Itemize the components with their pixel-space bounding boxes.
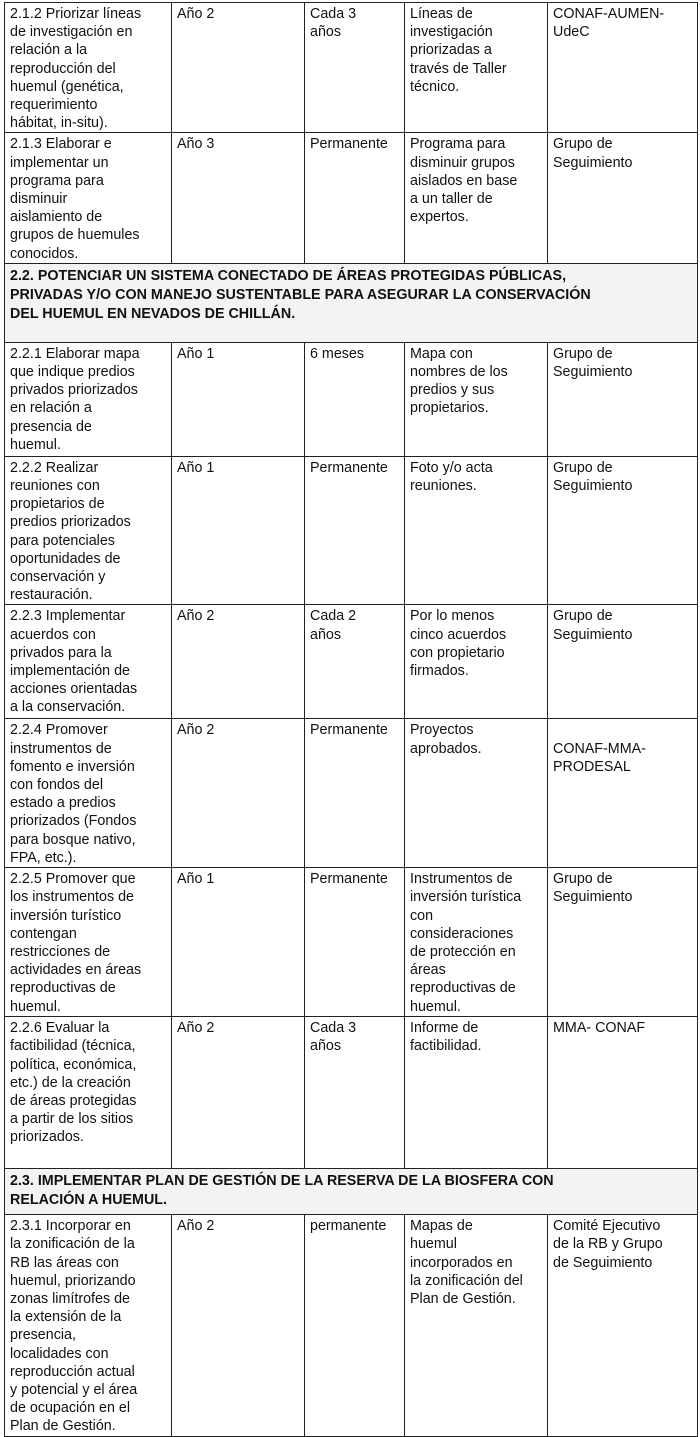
indicator-cell: Foto y/o acta reuniones.	[405, 456, 548, 605]
table-row	[5, 342, 698, 456]
section-header-row	[5, 263, 698, 342]
frequency-cell: Permanente	[305, 456, 405, 605]
year-cell: Año 1	[172, 456, 305, 605]
table-row	[5, 1017, 698, 1169]
indicator-cell: Por lo menos cinco acuerdos con propietario firmados.	[405, 605, 548, 719]
year-cell: Año 2	[172, 605, 305, 719]
responsible-cell: Grupo de Seguimiento	[548, 868, 698, 1017]
responsible-cell: MMA- CONAF	[548, 1017, 698, 1169]
action-cell: 2.2.6 Evaluar la factibilidad (técnica, política, económica, etc.) de la creación de áreas protegidas a partir de los sitios priorizados.	[5, 1017, 172, 1169]
section-title: 2.2. POTENCIAR UN SISTEMA CONECTADO DE ÁREAS PROTEGIDAS PÚBLICAS, PRIVADAS Y/O CON MANEJO SUSTENTABLE PARA ASEGURAR LA CONSERVACIÓN DEL HUEMUL EN NEVADOS DE CHILLÁN.	[5, 263, 698, 342]
action-plan-table	[4, 2, 698, 1437]
year-cell: Año 2	[172, 1017, 305, 1169]
frequency-cell: 6 meses	[305, 342, 405, 456]
action-cell: 2.3.1 Incorporar en la zonificación de la RB las áreas con huemul, priorizando zonas limítrofes de la extensión de la presencia, localidades con reproducción actual y potencial y el área de ocupación en el Plan de Gestión.	[5, 1215, 172, 1436]
year-cell: Año 3	[172, 133, 305, 263]
section-title: 2.3. IMPLEMENTAR PLAN DE GESTIÓN DE LA RESERVA DE LA BIOSFERA CON RELACIÓN A HUEMUL.	[5, 1169, 698, 1215]
frequency-cell: Cada 3 años	[305, 3, 405, 133]
year-cell: Año 1	[172, 342, 305, 456]
action-cell: 2.2.4 Promover instrumentos de fomento e inversión con fondos del estado a predios priorizados (Fondos para bosque nativo, FPA, etc.).	[5, 719, 172, 868]
frequency-cell: Permanente	[305, 719, 405, 868]
responsible-cell: Grupo de Seguimiento	[548, 342, 698, 456]
indicator-cell: Instrumentos de inversión turística con consideraciones de protección en áreas reproductivas de huemul.	[405, 868, 548, 1017]
responsible-cell: CONAF-MMA- PRODESAL	[548, 719, 698, 868]
table-row	[5, 456, 698, 605]
responsible-cell: Grupo de Seguimiento	[548, 456, 698, 605]
responsible-cell: Grupo de Seguimiento	[548, 605, 698, 719]
indicator-cell: Mapa con nombres de los predios y sus propietarios.	[405, 342, 548, 456]
frequency-cell: Permanente	[305, 133, 405, 263]
frequency-cell: Permanente	[305, 868, 405, 1017]
action-cell: 2.1.3 Elaborar e implementar un programa para disminuir aislamiento de grupos de huemules conocidos.	[5, 133, 172, 263]
section-header-row	[5, 1169, 698, 1215]
action-cell: 2.2.3 Implementar acuerdos con privados para la implementación de acciones orientadas a la conservación.	[5, 605, 172, 719]
table-row	[5, 868, 698, 1017]
responsible-cell: Grupo de Seguimiento	[548, 133, 698, 263]
year-cell: Año 1	[172, 868, 305, 1017]
indicator-cell: Proyectos aprobados.	[405, 719, 548, 868]
table-row	[5, 1215, 698, 1436]
year-cell: Año 2	[172, 1215, 305, 1436]
responsible-cell: CONAF-AUMEN- UdeC	[548, 3, 698, 133]
frequency-cell: Cada 2 años	[305, 605, 405, 719]
frequency-cell: permanente	[305, 1215, 405, 1436]
action-cell: 2.2.5 Promover que los instrumentos de inversión turístico contengan restricciones de actividades en áreas reproductivas de huemul.	[5, 868, 172, 1017]
table-row	[5, 605, 698, 719]
action-cell: 2.1.2 Priorizar líneas de investigación en relación a la reproducción del huemul (genética, requerimiento hábitat, in-situ).	[5, 3, 172, 133]
action-cell: 2.2.1 Elaborar mapa que indique predios privados priorizados en relación a presencia de huemul.	[5, 342, 172, 456]
table-row	[5, 3, 698, 133]
year-cell: Año 2	[172, 3, 305, 133]
indicator-cell: Líneas de investigación priorizadas a través de Taller técnico.	[405, 3, 548, 133]
indicator-cell: Programa para disminuir grupos aislados en base a un taller de expertos.	[405, 133, 548, 263]
indicator-cell: Mapas de huemul incorporados en la zonificación del Plan de Gestión.	[405, 1215, 548, 1436]
frequency-cell: Cada 3 años	[305, 1017, 405, 1169]
action-plan-page	[4, 2, 697, 1437]
table-row	[5, 133, 698, 263]
year-cell: Año 2	[172, 719, 305, 868]
action-cell: 2.2.2 Realizar reuniones con propietarios de predios priorizados para potenciales oportunidades de conservación y restauración.	[5, 456, 172, 605]
indicator-cell: Informe de factibilidad.	[405, 1017, 548, 1169]
responsible-cell: Comité Ejecutivo de la RB y Grupo de Seguimiento	[548, 1215, 698, 1436]
table-row	[5, 719, 698, 868]
